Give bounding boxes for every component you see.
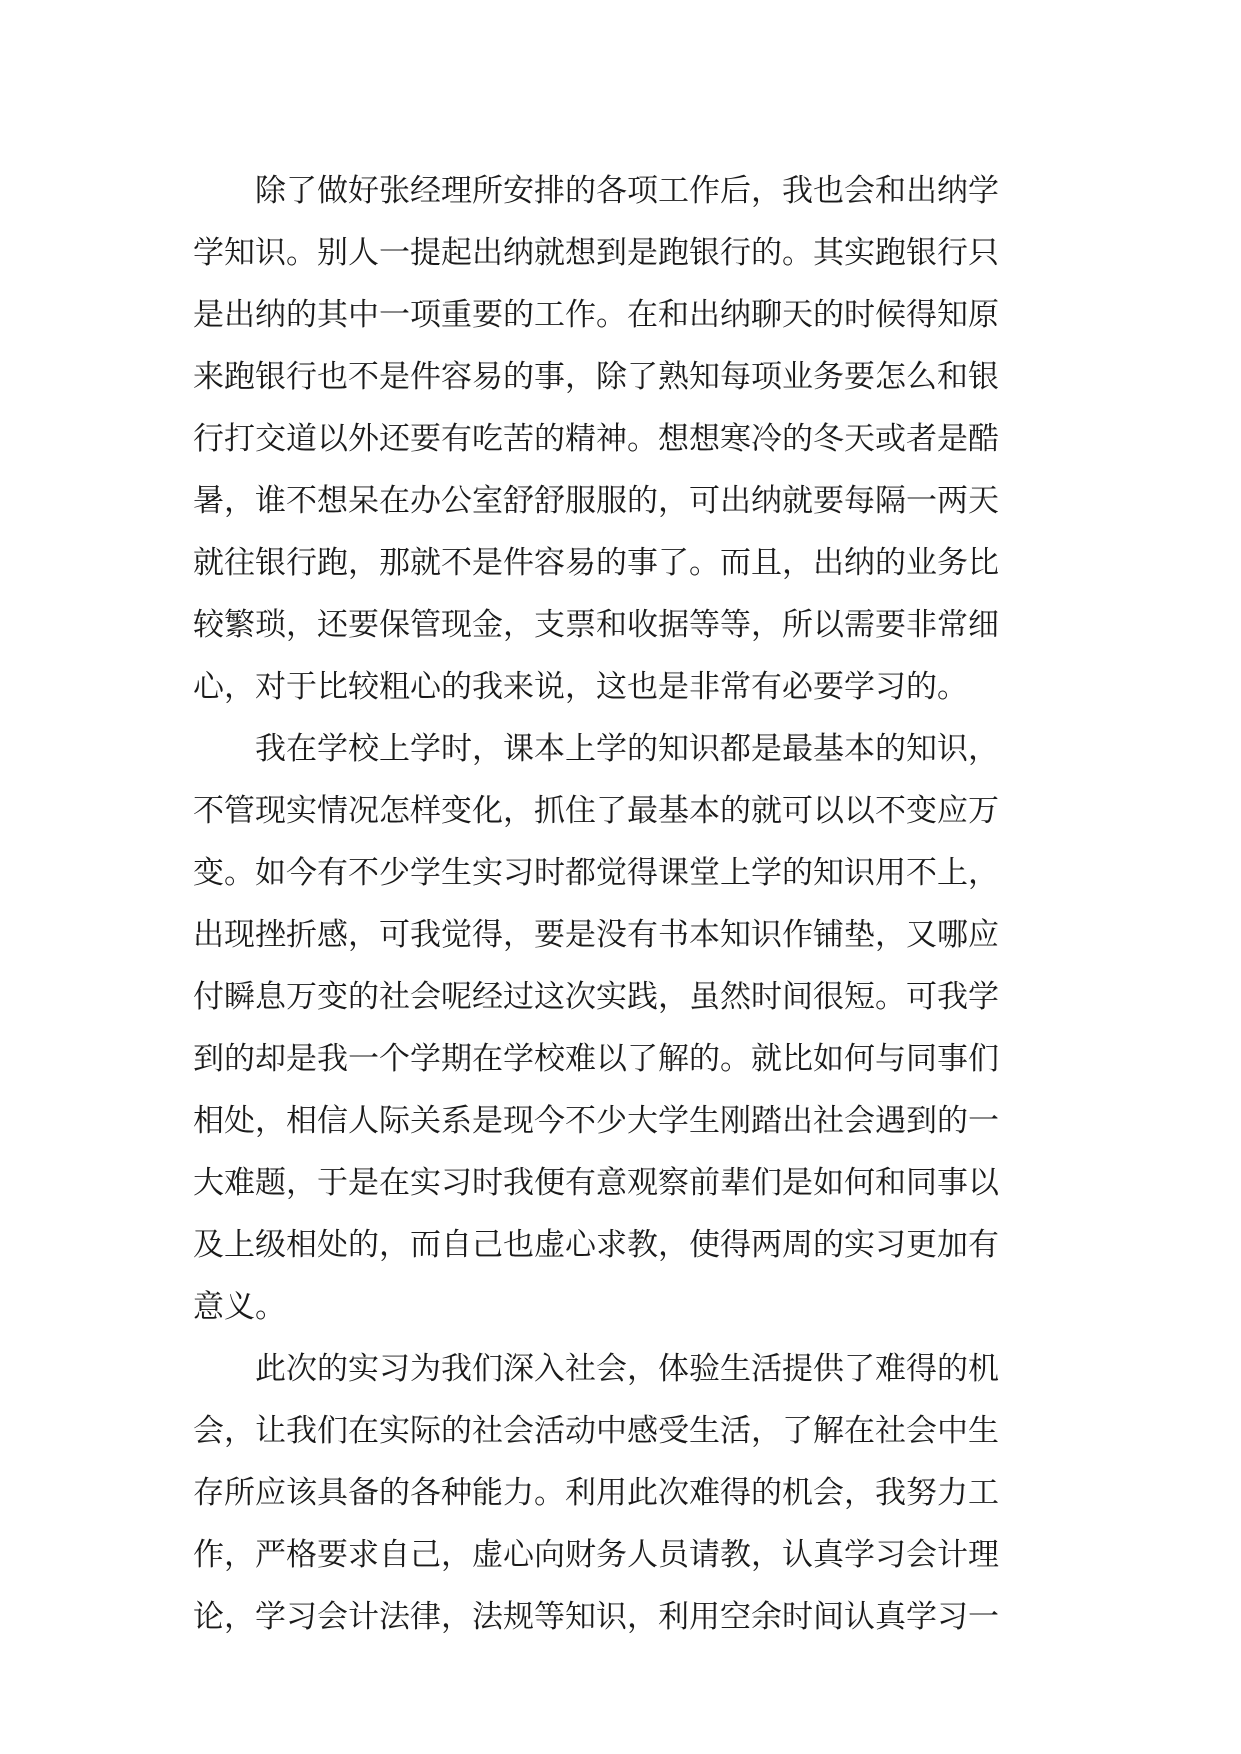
paragraph-line: 变。如今有不少学生实习时都觉得课堂上学的知识用不上， [193,855,999,891]
document-body [193,160,1073,1648]
paragraph-line: 学知识。别人一提起出纳就想到是跑银行的。其实跑银行只 [193,235,999,271]
paragraph-line: 大难题，于是在实习时我便有意观察前辈们是如何和同事以 [193,1165,999,1201]
paragraph-line: 及上级相处的，而自己也虚心求教，使得两周的实习更加有 [193,1227,999,1263]
paragraph-line: 到的却是我一个学期在学校难以了解的。就比如何与同事们 [193,1041,999,1077]
paragraph-line: 此次的实习为我们深入社会，体验生活提供了难得的机 [193,1351,999,1387]
paragraph-line: 就往银行跑，那就不是件容易的事了。而且，出纳的业务比 [193,545,999,581]
paragraph-line: 不管现实情况怎样变化，抓住了最基本的就可以以不变应万 [193,793,999,829]
paragraph-line: 作，严格要求自己，虚心向财务人员请教，认真学习会计理 [193,1537,999,1573]
paragraph-line: 是出纳的其中一项重要的工作。在和出纳聊天的时候得知原 [193,297,999,333]
paragraph-line: 心，对于比较粗心的我来说，这也是非常有必要学习的。 [193,669,968,705]
paragraph-line: 相处，相信人际关系是现今不少大学生刚踏出社会遇到的一 [193,1103,999,1139]
paragraph-line: 行打交道以外还要有吃苦的精神。想想寒冷的冬天或者是酷 [193,421,999,457]
paragraph-line: 意义。 [193,1289,286,1325]
paragraph-line: 我在学校上学时，课本上学的知识都是最基本的知识， [193,731,999,767]
paragraph-line: 除了做好张经理所安排的各项工作后，我也会和出纳学 [193,173,999,209]
paragraph-line: 存所应该具备的各种能力。利用此次难得的机会，我努力工 [193,1475,999,1511]
paragraph-line: 出现挫折感，可我觉得，要是没有书本知识作铺垫，又哪应 [193,917,999,953]
paragraph-line: 论，学习会计法律，法规等知识，利用空余时间认真学习一 [193,1599,999,1635]
paragraph-line: 来跑银行也不是件容易的事，除了熟知每项业务要怎么和银 [193,359,999,395]
paragraph-line: 较繁琐，还要保管现金，支票和收据等等，所以需要非常细 [193,607,999,643]
paragraph-line: 付瞬息万变的社会呢经过这次实践，虽然时间很短。可我学 [193,979,999,1015]
paragraph-line: 会，让我们在实际的社会活动中感受生活，了解在社会中生 [193,1413,999,1449]
paragraph-line: 暑，谁不想呆在办公室舒舒服服的，可出纳就要每隔一两天 [193,483,999,519]
